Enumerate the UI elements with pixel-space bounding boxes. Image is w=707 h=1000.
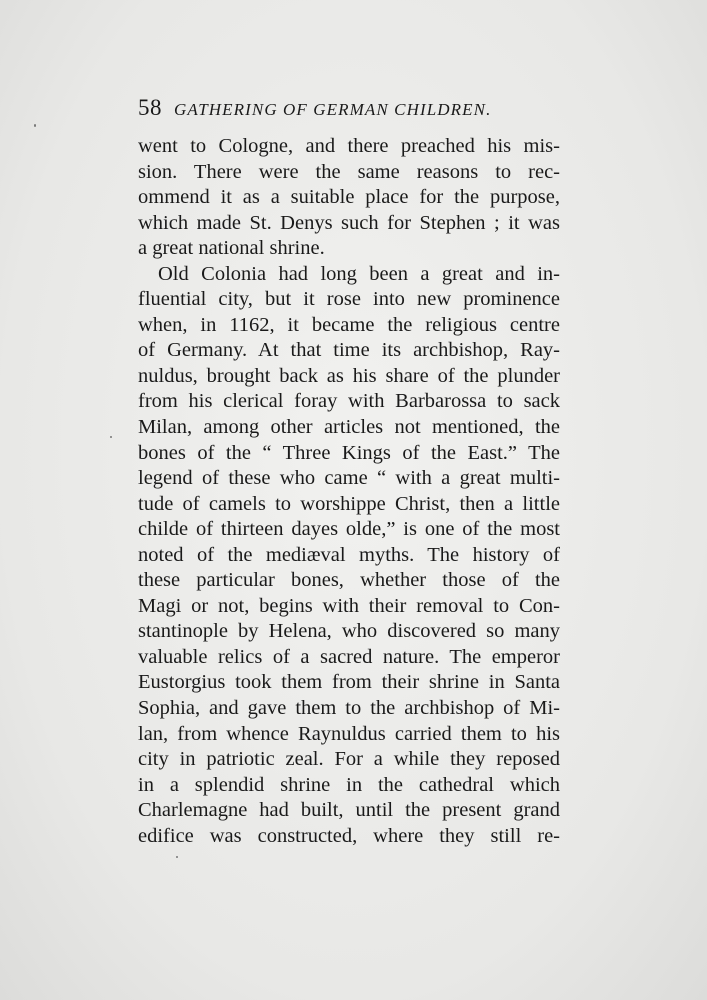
text-line: edifice was constructed, where they still re- <box>138 824 560 847</box>
text-line: of Germany. At that time its archbishop, Ray- <box>138 339 560 362</box>
running-head: GATHERING OF GERMAN CHILDREN. <box>174 100 492 119</box>
page-number: 58 <box>138 95 162 120</box>
text-line: ommend it as a suitable place for the purpose, <box>138 186 560 209</box>
text-line: in a splendid shrine in the cathedral which <box>138 773 560 796</box>
text-line: legend of these who came “ with a great multi- <box>138 467 560 490</box>
body-text <box>138 134 560 849</box>
text-line: sion. There were the same reasons to rec- <box>138 160 560 183</box>
paper-speck <box>34 124 36 127</box>
text-line: Sophia, and gave them to the archbishop of Mi- <box>138 697 560 720</box>
text-line: when, in 1162, it became the religious centre <box>138 313 560 336</box>
text-line: a great national shrine. <box>138 237 325 260</box>
text-line: which made St. Denys such for Stephen ; it was <box>138 211 560 234</box>
text-line: went to Cologne, and there preached his mis- <box>138 135 560 157</box>
text-line: Charlemagne had built, until the present grand <box>138 799 560 822</box>
text-line: stantinople by Helena, who discovered so many <box>138 620 560 643</box>
text-line: Eustorgius took them from their shrine in Santa <box>138 671 560 694</box>
text-line: bones of the “ Three Kings of the East.” The <box>138 441 560 464</box>
text-line: from his clerical foray with Barbarossa to sack <box>138 390 560 413</box>
text-line: these particular bones, whether those of the <box>138 569 560 592</box>
text-line: childe of thirteen dayes olde,” is one of the most <box>138 518 560 541</box>
page-header <box>138 95 568 125</box>
text-line: valuable relics of a sacred nature. The emperor <box>138 645 560 668</box>
text-line: Magi or not, begins with their removal to Con- <box>138 594 560 617</box>
text-line: Milan, among other articles not mentioned, the <box>138 416 560 439</box>
text-line: tude of camels to worshippe Christ, then a little <box>138 492 560 515</box>
text-line: lan, from whence Raynuldus carried them to his <box>138 722 560 745</box>
text-line: city in patriotic zeal. For a while they reposed <box>138 748 560 771</box>
text-line: fluential city, but it rose into new prominence <box>138 288 560 311</box>
text-line: Old Colonia had long been a great and in- <box>158 262 560 285</box>
paper-speck <box>110 436 112 438</box>
text-line: nuldus, brought back as his share of the plunder <box>138 364 560 387</box>
paper-speck <box>176 856 178 858</box>
text-line: noted of the mediæval myths. The history of <box>138 543 560 566</box>
